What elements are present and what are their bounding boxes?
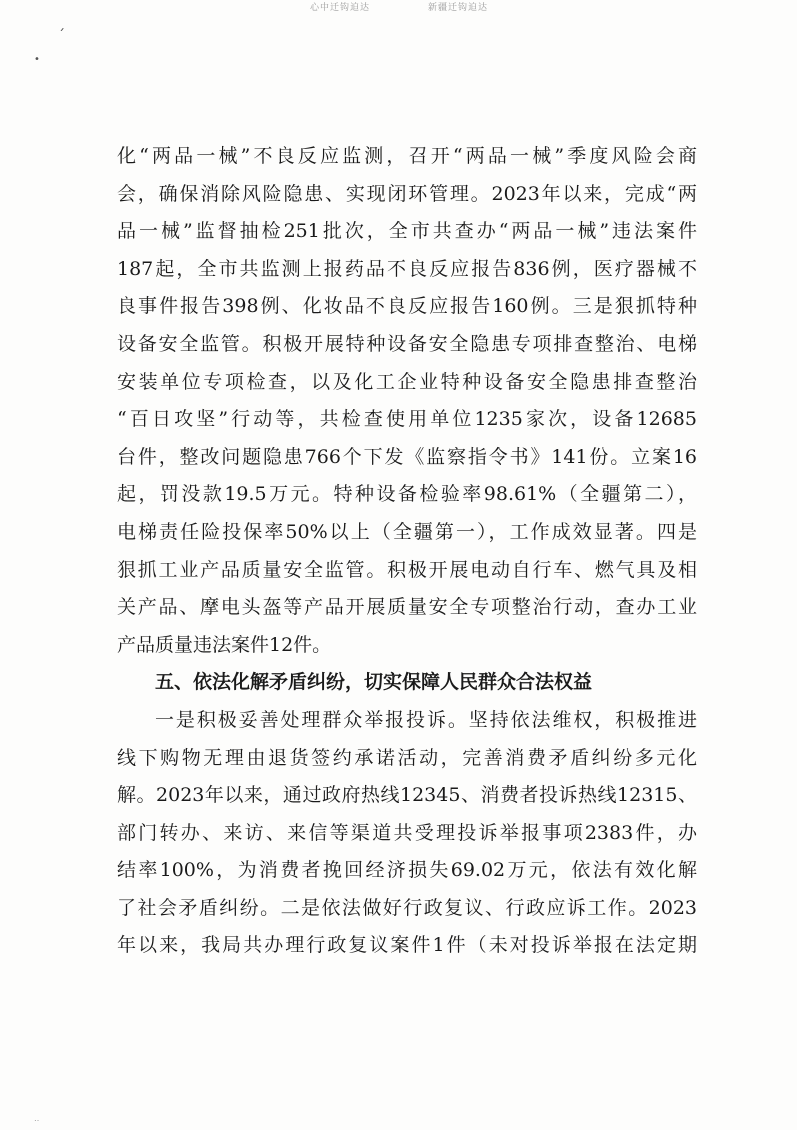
text-line: 产品质量违法案件12件。: [117, 633, 332, 656]
text-line: 结率100%，为消费者挽回经济损失69.02万元，依法有效化解: [117, 859, 697, 882]
text-line: 良事件报告398例、化妆品不良反应报告160例。三是狠抓特种: [117, 295, 697, 318]
text-line: 起，罚没款19.5万元。特种设备检验率98.61%（全疆第二），: [117, 483, 697, 506]
scan-dot-icon: •: [34, 54, 40, 65]
text-line: 部门转办、来访、来信等渠道共受理投诉举报事项2383件，办: [117, 821, 697, 844]
section-heading: 五、依法化解矛盾纠纷，切实保障人民群众合法权益: [155, 671, 593, 694]
header-bleed-text-left: 心中迁钩迫达: [310, 3, 371, 13]
text-line: 设备安全监管。积极开展特种设备安全隐患专项排查整治、电梯: [117, 332, 697, 355]
text-line: 187起，全市共监测上报药品不良反应报告836例，医疗器械不: [117, 257, 697, 280]
text-line: 狠抓工业产品质量安全监管。积极开展电动自行车、燃气具及相: [117, 558, 697, 581]
text-line: 了社会矛盾纠纷。二是依法做好行政复议、行政应诉工作。2023: [117, 896, 697, 919]
text-line: 关产品、摩电头盔等产品开展质量安全专项整治行动，查办工业: [117, 596, 697, 619]
text-line: 会，确保消除风险隐患、实现闭环管理。2023年以来，完成“两: [117, 182, 697, 205]
scan-dot-icon: ‥: [34, 1114, 40, 1123]
header-bleed-text-right: 新疆迁钩迫达: [428, 3, 489, 13]
text-line: 年以来，我局共办理行政复议案件1件（未对投诉举报在法定期: [117, 934, 697, 957]
scan-mark-icon: ˊ: [58, 28, 65, 44]
text-line: 一是积极妥善处理群众举报投诉。坚持依法维权，积极推进: [155, 708, 697, 731]
document-body: [117, 138, 697, 965]
text-line: 电梯责任险投保率50%以上（全疆第一），工作成效显著。四是: [117, 520, 697, 543]
text-line: 化“两品一械”不良反应监测，召开“两品一械”季度风险会商: [117, 145, 697, 167]
text-line: 台件，整改问题隐患766个下发《监察指令书》141份。立案16: [117, 445, 697, 468]
text-line: 解。2023年以来，通过政府热线12345、消费者投诉热线12315、: [117, 784, 697, 807]
text-line: 线下购物无理由退货签约承诺活动，完善消费矛盾纠纷多元化: [117, 746, 697, 769]
text-line: “百日攻坚”行动等，共检查使用单位1235家次，设备12685: [117, 408, 697, 431]
text-line: 品一械”监督抽检251批次，全市共查办“两品一械”违法案件: [117, 220, 697, 243]
text-line: 安装单位专项检查，以及化工企业特种设备安全隐患排查整治: [117, 370, 697, 393]
